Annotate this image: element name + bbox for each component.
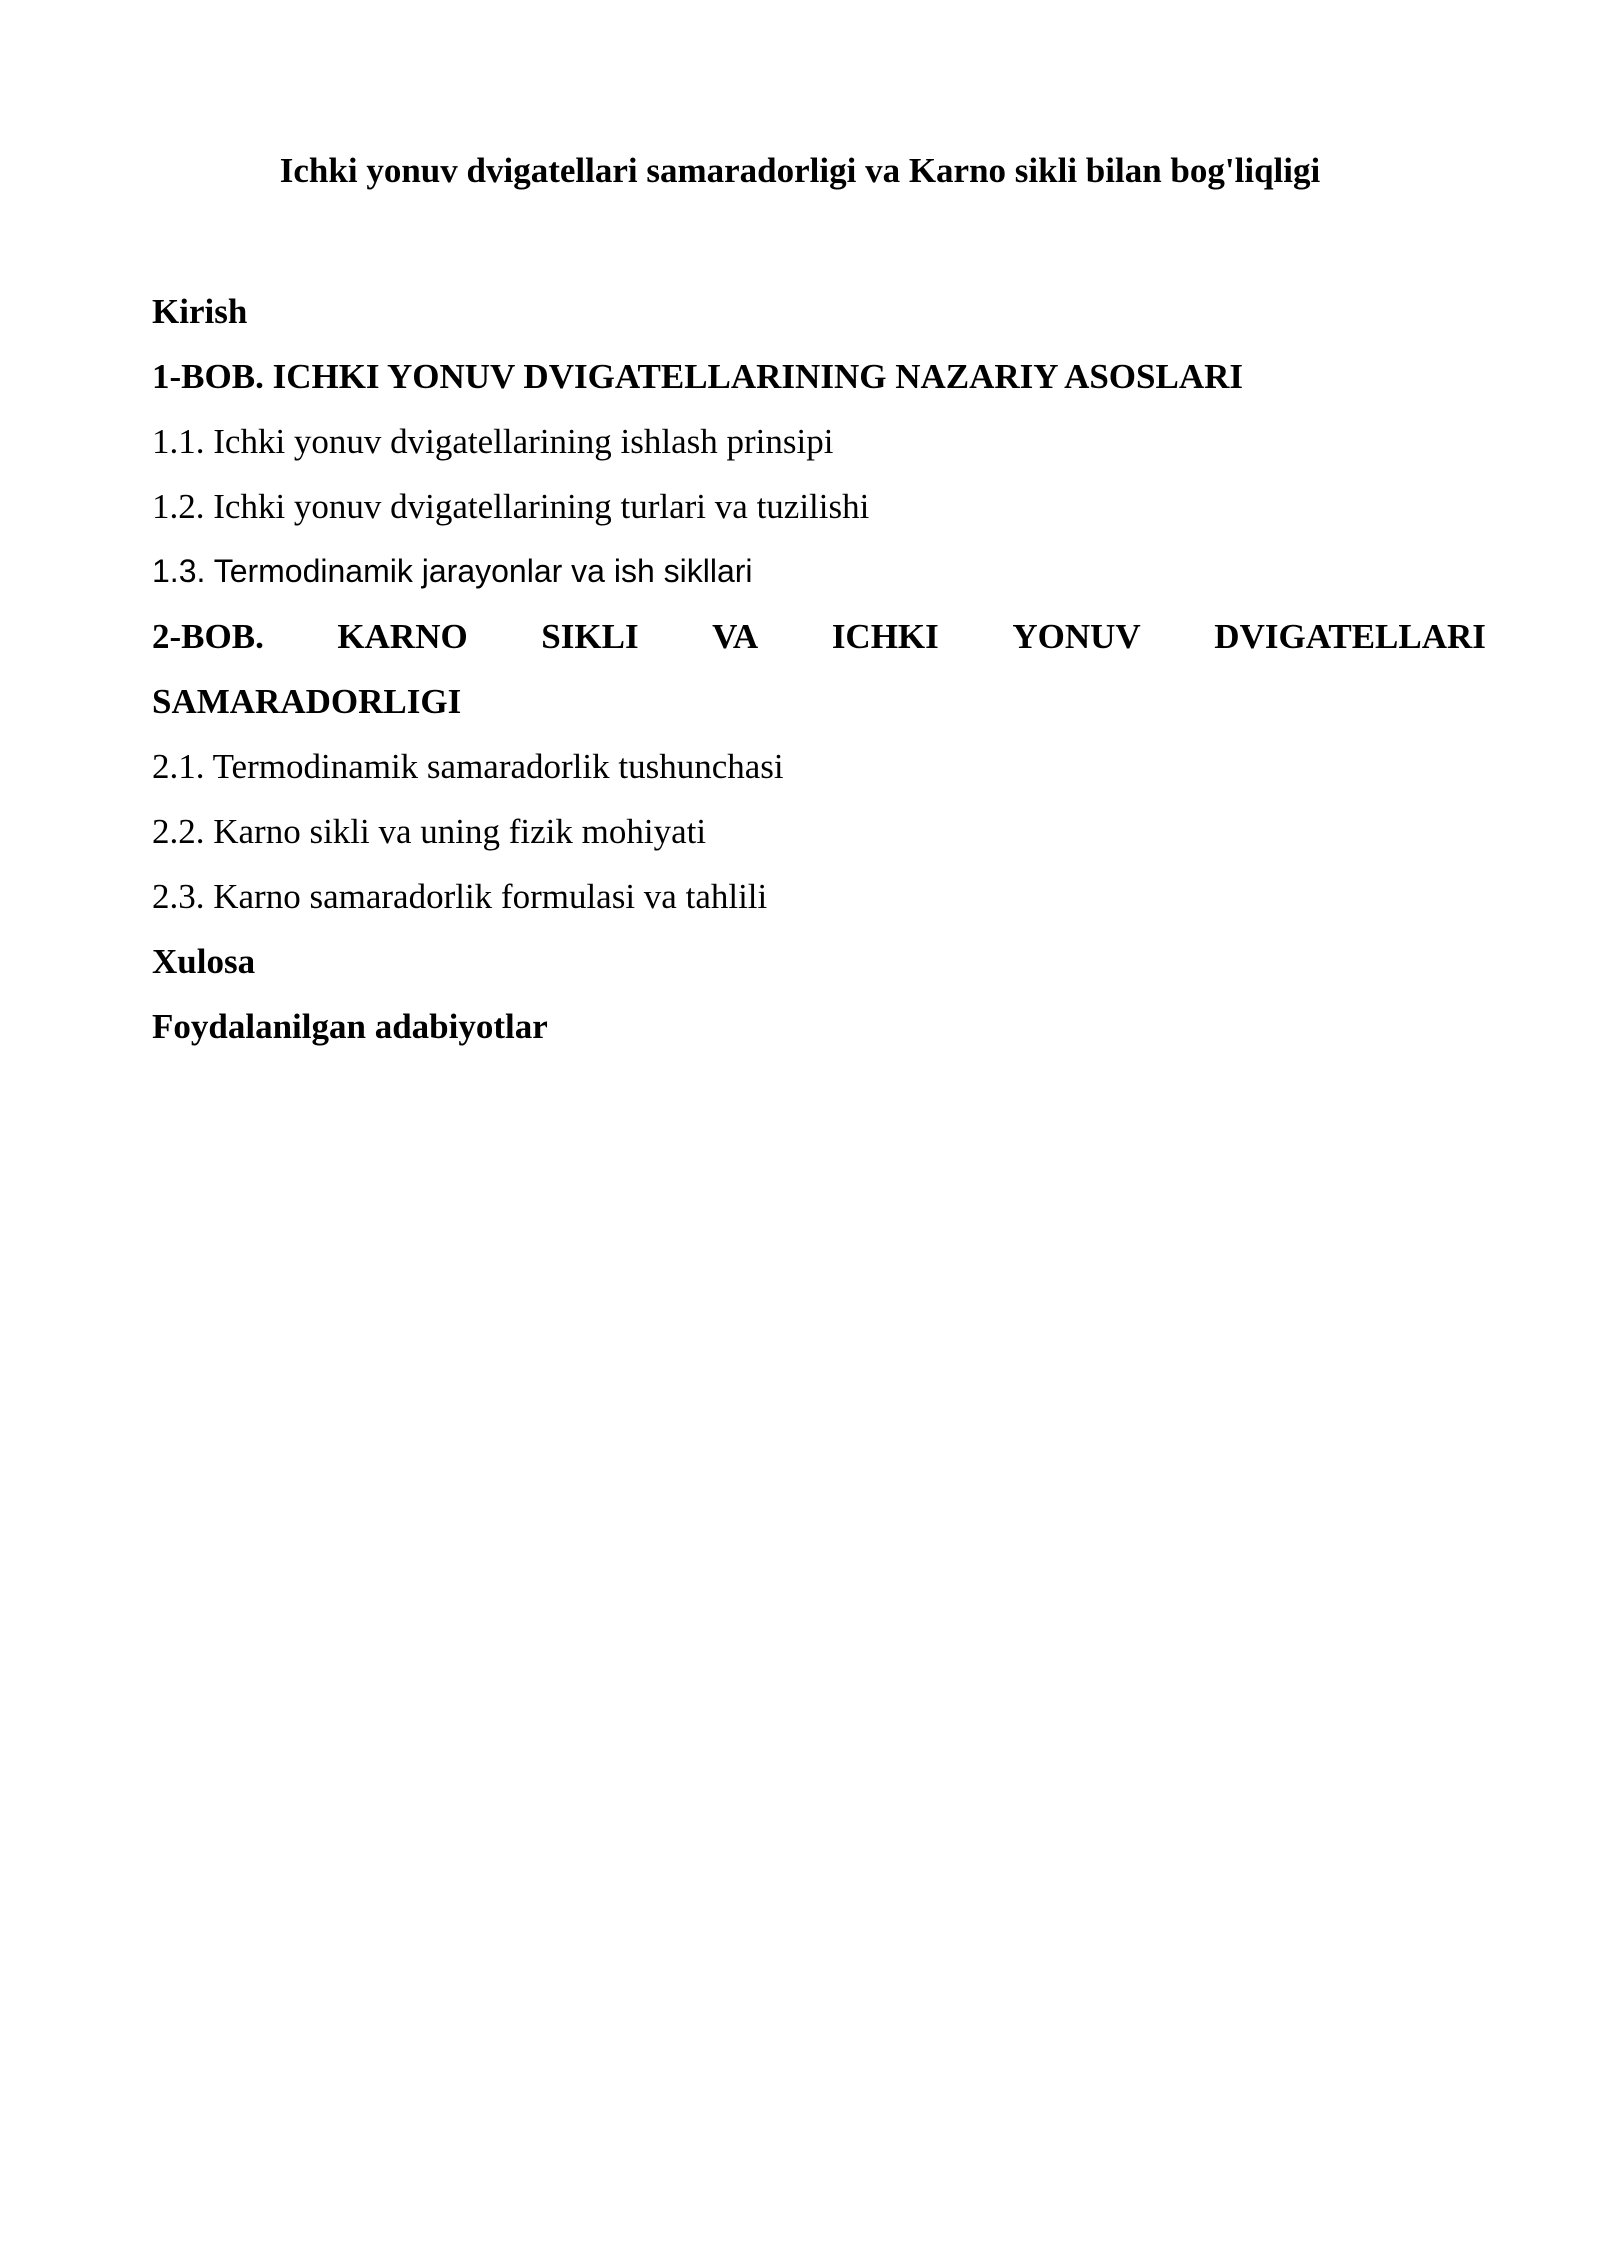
toc-section-2-2: 2.2. Karno sikli va uning fizik mohiyati xyxy=(152,812,707,851)
toc-chapter-2-word: DVIGATELLARI xyxy=(1214,617,1486,656)
toc-section-1-2: 1.2. Ichki yonuv dvigatellarining turlari va tuzilishi xyxy=(152,487,870,526)
toc-chapter-2-word: YONUV xyxy=(1012,617,1141,656)
toc-section-1-1: 1.1. Ichki yonuv dvigatellarining ishlash prinsipi xyxy=(152,422,834,461)
toc-chapter-2-word: SIKLI xyxy=(541,617,639,656)
toc-section-2-1: 2.1. Termodinamik samaradorlik tushunchasi xyxy=(152,747,784,786)
toc-chapter-2-continuation: SAMARADORLIGI xyxy=(152,682,462,721)
toc-chapter-2-word: 2-BOB. xyxy=(152,617,264,656)
toc-chapter-1: 1-BOB. ICHKI YONUV DVIGATELLARINING NAZARIY ASOSLARI xyxy=(152,357,1244,396)
toc-conclusion: Xulosa xyxy=(152,942,256,981)
toc-chapter-2-word: ICHKI xyxy=(831,617,939,656)
toc-section-1-3: 1.3. Termodinamik jarayonlar va ish sikllari xyxy=(152,553,753,589)
toc-chapter-2-word: VA xyxy=(712,617,759,656)
toc-references: Foydalanilgan adabiyotlar xyxy=(152,1007,548,1046)
document-title: Ichki yonuv dvigatellari samaradorligi va Karno sikli bilan bog'liqligi xyxy=(279,151,1321,190)
toc-intro: Kirish xyxy=(152,292,248,331)
table-of-contents xyxy=(152,279,1486,1059)
toc-chapter-2 xyxy=(152,604,1486,669)
toc-chapter-2-word: KARNO xyxy=(337,617,468,656)
toc-section-2-3: 2.3. Karno samaradorlik formulasi va tahlili xyxy=(152,877,768,916)
